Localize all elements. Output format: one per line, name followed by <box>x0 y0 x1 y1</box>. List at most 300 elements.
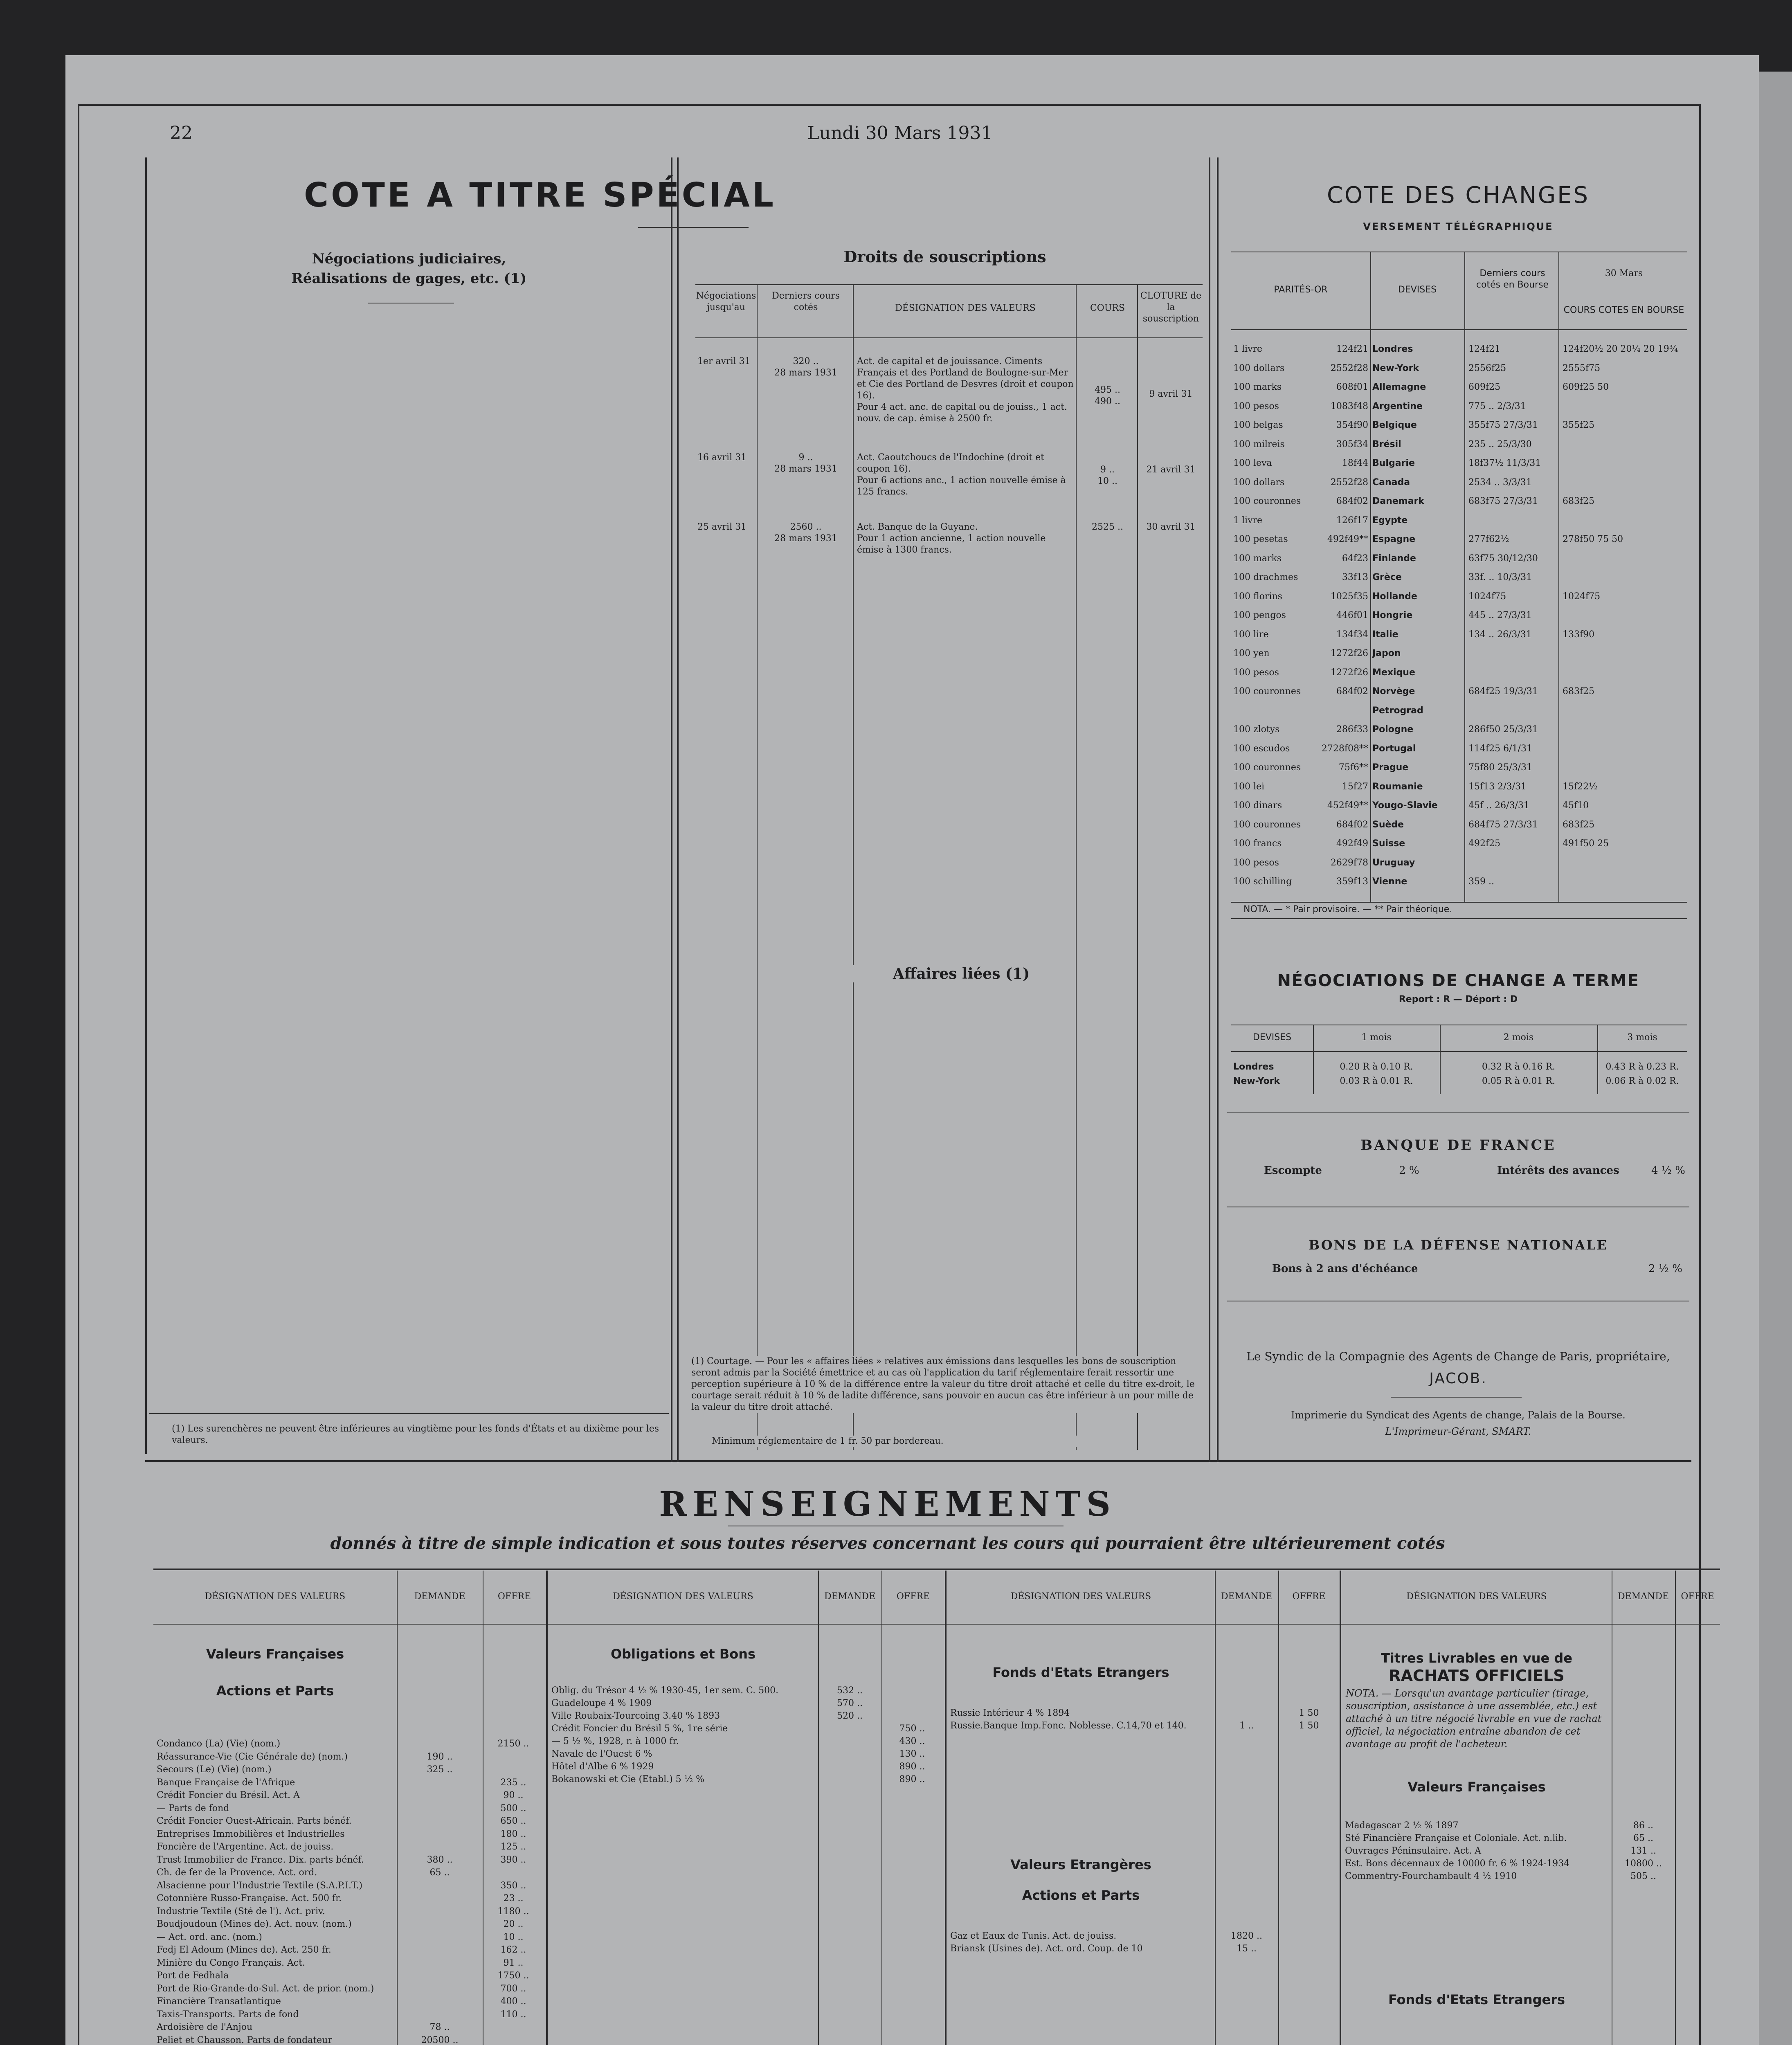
changes-parite-unit: 100 couronnes <box>1233 819 1301 830</box>
changes-dernier-cours: 33f. .. 10/3/31 <box>1468 572 1532 582</box>
changes-parite-unit: 100 pengos <box>1233 610 1286 620</box>
col4-heading1: Titres Livrables en vue de <box>1381 1650 1572 1666</box>
adjacent-page-edge <box>1759 72 1792 2045</box>
col4-nota: NOTA. — Lorsqu'un avantage particulier (tirage, souscription, assistance à une assemblée, etc.) est attaché à un titre négocié livrable en vue de rachat officiel, la négociation entraîne abandon de cet avantage au profit de l'acheteur. <box>1346 1688 1602 1750</box>
valeur-offre: 650 .. <box>500 1816 526 1826</box>
rule <box>1227 1112 1689 1113</box>
subtitle-1: Négociations judiciaires, <box>312 251 506 267</box>
page-number: 22 <box>170 123 193 144</box>
changes-parite-value: 15f27 <box>1342 781 1368 792</box>
terme-value: 0.43 R à 0.23 R. <box>1605 1062 1679 1072</box>
rule <box>1391 1397 1522 1398</box>
changes-parite-value: 2552f28 <box>1330 477 1368 488</box>
valeur-designation: Briansk (Usines de). Act. ord. Coup. de 10 <box>950 1944 1143 1954</box>
valeur-demande: 131 .. <box>1630 1846 1656 1856</box>
valeur-offre: 1 50 <box>1299 1721 1319 1731</box>
changes-parite-value: 1083f48 <box>1330 401 1368 411</box>
changes-parite-value: 33f13 <box>1342 572 1368 582</box>
valeur-demande: 1 .. <box>1239 1721 1254 1731</box>
terme-title: NÉGOCIATIONS DE CHANGE A TERME <box>1277 971 1639 990</box>
changes-parite-unit: 100 pesos <box>1233 857 1279 868</box>
changes-parite-value: 684f02 <box>1336 819 1368 830</box>
changes-subtitle: VERSEMENT TÉLÉGRAPHIQUE <box>1363 221 1554 232</box>
changes-dernier-cours: 2556f25 <box>1468 363 1506 373</box>
syndic-line2: Imprimerie du Syndicat des Agents de change, Palais de la Bourse. <box>1291 1409 1626 1421</box>
valeur-designation: Hôtel d'Albe 6 % 1929 <box>551 1762 654 1772</box>
changes-devise-name: Japon <box>1372 648 1401 658</box>
changes-devise-name: Londres <box>1372 344 1413 354</box>
changes-parite-value: 492f49** <box>1327 534 1368 544</box>
changes-parite-value: 134f34 <box>1336 629 1368 640</box>
syndic-line1: Le Syndic de la Compagnie des Agents de Change de Paris, propriétaire, <box>1246 1350 1670 1363</box>
changes-nota: NOTA. — * Pair provisoire. — ** Pair théorique. <box>1243 904 1452 915</box>
valeur-offre: 23 .. <box>503 1893 524 1903</box>
changes-devise-name: Suède <box>1372 819 1404 830</box>
valeur-demande: 190 .. <box>427 1751 453 1762</box>
title-rule <box>638 227 749 228</box>
changes-devise-name: Espagne <box>1372 534 1416 544</box>
valeur-designation: Ardoisière de l'Anjou <box>157 2022 253 2032</box>
rule <box>153 1569 1720 1570</box>
changes-dernier-cours: 45f .. 26/3/31 <box>1468 800 1529 811</box>
valeur-designation: Minière du Congo Français. Act. <box>157 1957 305 1968</box>
col4-heading3: Fonds d'Etats Etrangers <box>1388 1992 1565 2007</box>
terme-value: 0.03 R à 0.01 R. <box>1340 1076 1413 1086</box>
valeur-designation: Trust Immobilier de France. Dix. parts bénéf. <box>157 1854 364 1865</box>
valeur-designation: Russie Intérieur 4 % 1894 <box>950 1708 1070 1718</box>
valeur-designation: Ville Roubaix-Tourcoing 3.40 % 1893 <box>551 1711 720 1721</box>
valeur-designation: Financière Transatlantique <box>157 1996 281 2007</box>
changes-cours-cote: 124f20½ 20 20¼ 20 19¾ <box>1563 344 1678 354</box>
terme-value: 0.05 R à 0.01 R. <box>1482 1076 1556 1086</box>
valeur-offre: 890 .. <box>899 1762 925 1772</box>
changes-parite-value: 124f21 <box>1336 344 1368 354</box>
valeur-designation: Commentry-Fourchambault 4 ½ 1910 <box>1345 1871 1517 1881</box>
changes-dernier-cours: 114f25 6/1/31 <box>1468 743 1532 754</box>
changes-dernier-cours: 124f21 <box>1468 344 1501 354</box>
changes-dernier-cours: 286f50 25/3/31 <box>1468 724 1538 735</box>
valeur-offre: 10 .. <box>503 1932 524 1942</box>
changes-parite-value: 305f34 <box>1336 439 1368 449</box>
changes-cours-cote: 278f50 75 50 <box>1563 534 1623 544</box>
valeur-offre: 162 .. <box>500 1945 526 1955</box>
changes-cours-cote: 491f50 25 <box>1563 838 1609 849</box>
col-header-negociations: Négociations jusqu'au <box>696 291 756 312</box>
changes-parite-unit: 100 francs <box>1233 838 1282 849</box>
changes-dernier-cours: 492f25 <box>1468 838 1501 849</box>
valeur-designation: Sté Financière Française et Coloniale. Act. n.lib. <box>1345 1833 1567 1843</box>
valeur-offre: 180 .. <box>500 1829 526 1839</box>
changes-cours-cote: 355f25 <box>1563 420 1595 430</box>
changes-cours-cote: 1024f75 <box>1563 591 1601 602</box>
bons-label: Bons à 2 ans d'échéance <box>1272 1263 1418 1275</box>
changes-parite-value: 1025f35 <box>1330 591 1368 602</box>
changes-parite-value: 492f49 <box>1336 838 1368 849</box>
valeur-designation: Russie.Banque Imp.Fonc. Noblesse. C.14,70 et 140. <box>950 1721 1187 1731</box>
changes-cours-cote: 45f10 <box>1563 800 1589 811</box>
terme-devise: Londres <box>1233 1062 1274 1072</box>
minimum-note: Minimum réglementaire de 1 fr. 50 par bordereau. <box>712 1436 1121 1447</box>
valeur-designation: Secours (Le) (Vie) (nom.) <box>157 1764 272 1775</box>
changes-parite-value: 452f49** <box>1327 800 1368 811</box>
terme-value: 0.20 R à 0.10 R. <box>1340 1062 1413 1072</box>
col3-header-demande: DEMANDE <box>1221 1591 1273 1602</box>
valeur-offre: 700 .. <box>500 1983 526 1994</box>
valeur-demande: 20500 .. <box>421 2035 459 2045</box>
valeur-designation: Crédit Foncier du Brésil 5 %, 1re série <box>551 1724 728 1734</box>
col-header-cours: COURS <box>1090 303 1125 313</box>
changes-parite-value: 359f13 <box>1336 876 1368 887</box>
changes-parite-unit: 100 pesetas <box>1233 534 1288 544</box>
changes-parite-unit: 100 couronnes <box>1233 686 1301 697</box>
col-header-devises: DEVISES <box>1398 285 1437 295</box>
changes-devise-name: Italie <box>1372 629 1399 640</box>
changes-parite-unit: 100 pesos <box>1233 667 1279 678</box>
col4-header-designation: DÉSIGNATION DES VALEURS <box>1406 1591 1547 1602</box>
valeur-offre: 500 .. <box>500 1803 526 1814</box>
valeur-designation: Port de Fedhala <box>157 1971 229 1981</box>
changes-parite-unit: 100 pesos <box>1233 401 1279 411</box>
col2-header-demande: DEMANDE <box>824 1591 876 1602</box>
changes-parite-unit: 100 dollars <box>1233 363 1285 373</box>
col1-heading: Valeurs Françaises <box>206 1646 344 1662</box>
valeur-demande: 570 .. <box>837 1698 863 1708</box>
col-header-date: 30 Mars <box>1605 268 1643 279</box>
changes-dernier-cours: 355f75 27/3/31 <box>1468 420 1538 430</box>
renseignements-title: RENSEIGNEMENTS <box>659 1485 1116 1524</box>
changes-cours-cote: 683f25 <box>1563 686 1595 697</box>
valeur-designation: Cotonnière Russo-Française. Act. 500 fr. <box>157 1893 342 1903</box>
changes-devise-name: Suisse <box>1372 838 1405 849</box>
col-header-designation: DÉSIGNATION DES VALEURS <box>895 303 1036 313</box>
bons-title: BONS DE LA DÉFENSE NATIONALE <box>1309 1237 1608 1253</box>
changes-parite-value: 684f02 <box>1336 496 1368 506</box>
changes-parite-value: 684f02 <box>1336 686 1368 697</box>
col-header-derniers-cours: Derniers cours cotés <box>772 291 840 312</box>
changes-parite-value: 1272f26 <box>1330 667 1368 678</box>
valeur-offre: 890 .. <box>899 1774 925 1784</box>
changes-dernier-cours: 277f62½ <box>1468 534 1509 544</box>
changes-devise-name: Mexique <box>1372 667 1415 678</box>
droit-row-date: 25 avril 31 <box>697 522 747 532</box>
terme-table <box>1231 1025 1687 1094</box>
changes-cours-cote: 609f25 50 <box>1563 382 1609 392</box>
valeur-demande: 65 .. <box>1633 1833 1653 1843</box>
changes-parite-value: 446f01 <box>1336 610 1368 620</box>
escompte-value: 2 % <box>1399 1164 1419 1177</box>
valeur-designation: Fedj El Adoum (Mines de). Act. 250 fr. <box>157 1945 331 1955</box>
valeur-designation: Condanco (La) (Vie) (nom.) <box>157 1739 281 1749</box>
terme-header-1mois: 1 mois <box>1361 1032 1392 1043</box>
valeur-designation: Bokanowski et Cie (Etabl.) 5 ½ % <box>551 1774 704 1784</box>
changes-devise-name: Allemagne <box>1372 382 1426 392</box>
valeur-designation: Port de Rio-Grande-do-Sul. Act. de prior. (nom.) <box>157 1983 374 1994</box>
valeur-designation: Crédit Foncier Ouest-Africain. Parts bénéf. <box>157 1816 352 1826</box>
valeur-designation: Industrie Textile (Sté de l'). Act. priv. <box>157 1906 325 1917</box>
changes-dernier-cours: 235 .. 25/3/30 <box>1468 439 1532 449</box>
changes-parite-unit: 100 couronnes <box>1233 762 1301 773</box>
changes-parite-value: 2629f78 <box>1330 857 1368 868</box>
col1-header-designation: DÉSIGNATION DES VALEURS <box>205 1591 346 1602</box>
changes-dernier-cours: 445 .. 27/3/31 <box>1468 610 1532 620</box>
col3-heading2: Valeurs Etrangères <box>1010 1857 1151 1872</box>
renseignements-subtitle: donnés à titre de simple indication et sous toutes réserves concernant les cours qui pourraient être ultérieurement cotés <box>330 1534 1445 1553</box>
valeur-designation: Crédit Foncier du Brésil. Act. A <box>157 1790 300 1800</box>
changes-parite-unit: 100 belgas <box>1233 420 1283 430</box>
changes-cours-cote: 15f22½ <box>1563 781 1598 792</box>
cote-titre-title: COTE A TITRE SPÉCIAL <box>304 176 776 215</box>
valeur-offre: 390 .. <box>500 1854 526 1865</box>
frame-inner-left <box>145 157 147 1454</box>
valeur-designation: — 5 ½ %, 1928, r. à 1000 fr. <box>551 1736 679 1746</box>
syndic-name: JACOB. <box>1429 1370 1487 1387</box>
changes-parite-value: 1272f26 <box>1330 648 1368 658</box>
changes-cours-cote: 133f90 <box>1563 629 1595 640</box>
valeur-designation: Taxis-Transports. Parts de fond <box>157 2009 299 2020</box>
terme-value: 0.32 R à 0.16 R. <box>1482 1062 1556 1072</box>
droit-row-designation: Act. de capital et de jouissance. Ciments Français et des Portland de Boulogne-sur-Mer et Cie des Portland de Desvres (droit et coupon 16). Pour 4 act. anc. de capital ou de jouiss., 1 act. nouv. de cap. émise à 2500 fr. <box>857 356 1074 424</box>
changes-devise-name: Uruguay <box>1372 857 1415 868</box>
droit-row-date: 1er avril 31 <box>697 356 751 366</box>
valeur-designation: Réassurance-Vie (Cie Générale de) (nom.) <box>157 1751 348 1762</box>
changes-parite-value: 354f90 <box>1336 420 1368 430</box>
syndic-line3: L'Imprimeur-Gérant, SMART. <box>1385 1426 1531 1437</box>
footnote: (1) Les surenchères ne peuvent être inférieures au vingtième pour les fonds d'États et au dixième pour les valeurs. <box>172 1424 659 1445</box>
bons-value: 2 ½ % <box>1648 1263 1682 1275</box>
changes-devise-name: Yougo-Slavie <box>1372 800 1438 811</box>
droits-table <box>695 284 1203 1450</box>
valeur-offre: 235 .. <box>500 1777 526 1788</box>
changes-devise-name: Egypte <box>1372 515 1408 526</box>
avances-row <box>1497 1164 1693 1178</box>
changes-devise-name: Argentine <box>1372 401 1423 411</box>
valeur-designation: Madagascar 2 ½ % 1897 <box>1345 1820 1459 1831</box>
valeur-designation: — Act. ord. anc. (nom.) <box>157 1932 262 1942</box>
changes-dernier-cours: 2534 .. 3/3/31 <box>1468 477 1532 488</box>
changes-devise-name: Prague <box>1372 762 1409 773</box>
renseignements-grid <box>153 1571 1720 2045</box>
valeur-offre: 125 .. <box>500 1842 526 1852</box>
changes-devise-name: Grèce <box>1372 572 1402 582</box>
changes-parite-unit: 100 milreis <box>1233 439 1285 449</box>
valeur-offre: 1180 .. <box>497 1906 529 1917</box>
droit-row-prix: 9 .. 10 .. <box>1097 465 1117 486</box>
valeur-designation: Boudjoudoun (Mines de). Act. nouv. (nom.) <box>157 1919 352 1929</box>
changes-parite-unit: 100 marks <box>1233 553 1282 564</box>
changes-dernier-cours: 63f75 30/12/30 <box>1468 553 1538 564</box>
changes-devise-name: Norvège <box>1372 686 1415 697</box>
droit-row-date: 16 avril 31 <box>697 452 747 463</box>
valeur-designation: — Parts de fond <box>157 1803 229 1814</box>
changes-parite-unit: 100 couronnes <box>1233 496 1301 506</box>
changes-devise-name: Vienne <box>1372 876 1408 887</box>
droit-row-cours: 2560 .. 28 mars 1931 <box>774 522 837 544</box>
valeur-designation: Ouvrages Péninsulaire. Act. A <box>1345 1846 1481 1856</box>
changes-parite-unit: 100 yen <box>1233 648 1270 658</box>
changes-devise-name: Finlande <box>1372 553 1416 564</box>
valeur-designation: Navale de l'Ouest 6 % <box>551 1749 652 1759</box>
droit-row-prix: 495 .. 490 .. <box>1095 385 1120 407</box>
changes-parite-unit: 100 lei <box>1233 781 1265 792</box>
valeur-designation: Guadeloupe 4 % 1909 <box>551 1698 652 1708</box>
col-header-cloture: CLOTURE de la souscription <box>1140 291 1202 324</box>
valeur-designation: Ch. de fer de la Provence. Act. ord. <box>157 1867 317 1878</box>
valeur-demande: 78 .. <box>429 2022 450 2032</box>
valeur-demande: 10800 .. <box>1625 1858 1662 1869</box>
valeur-demande: 520 .. <box>837 1711 863 1721</box>
changes-parite-value: 2728f08** <box>1321 743 1368 754</box>
droit-row-cours: 320 .. 28 mars 1931 <box>774 356 837 378</box>
col3-heading1: Fonds d'Etats Etrangers <box>992 1665 1169 1680</box>
terme-header-devises: DEVISES <box>1252 1032 1292 1043</box>
changes-parite-value: 126f17 <box>1336 515 1368 526</box>
col3-subheading2: Actions et Parts <box>1022 1888 1140 1903</box>
changes-parite-unit: 100 dinars <box>1233 800 1282 811</box>
changes-parite-value: 608f01 <box>1336 382 1368 392</box>
col4-header-demande: DEMANDE <box>1617 1591 1669 1602</box>
changes-dernier-cours: 609f25 <box>1468 382 1501 392</box>
col2-heading: Obligations et Bons <box>610 1646 756 1662</box>
changes-parite-value: 18f44 <box>1342 458 1368 468</box>
changes-devise-name: Hollande <box>1372 591 1417 602</box>
footnote-rule <box>149 1413 669 1414</box>
changes-devise-name: Canada <box>1372 477 1410 488</box>
valeur-designation: Entreprises Immobilières et Industrielles <box>157 1829 345 1839</box>
changes-title: COTE DES CHANGES <box>1327 182 1590 209</box>
col1-subheading: Actions et Parts <box>216 1683 334 1699</box>
changes-devise-name: New-York <box>1372 363 1419 373</box>
changes-parite-unit: 100 florins <box>1233 591 1282 602</box>
valeur-designation: Alsacienne pour l'Industrie Textile (S.A.P.I.T.) <box>157 1880 363 1891</box>
col-header-cours-cotes: COURS COTES EN BOURSE <box>1563 305 1684 315</box>
page-date: Lundi 30 Mars 1931 <box>807 123 993 144</box>
changes-parite-unit: 100 dollars <box>1233 477 1285 488</box>
col4-header-offre: OFFRE <box>1681 1591 1714 1602</box>
changes-dernier-cours: 775 .. 2/3/31 <box>1468 401 1526 411</box>
changes-cours-cote: 2555f75 <box>1563 363 1601 373</box>
section-divider <box>145 1460 1691 1462</box>
valeur-designation: Foncière de l'Argentine. Act. de jouiss. <box>157 1842 334 1852</box>
valeur-designation: Est. Bons décennaux de 10000 fr. 6 % 1924-1934 <box>1345 1858 1570 1869</box>
changes-parite-unit: 100 leva <box>1233 458 1272 468</box>
changes-parite-unit: 1 livre <box>1233 515 1263 526</box>
subtitle-2: Réalisations de gages, etc. (1) <box>291 270 527 287</box>
changes-parite-unit: 100 lire <box>1233 629 1269 640</box>
changes-devise-name: Brésil <box>1372 439 1401 449</box>
valeur-demande: 1820 .. <box>1231 1931 1262 1941</box>
col1-header-demande: DEMANDE <box>414 1591 465 1602</box>
divider-left-2 <box>677 157 679 1462</box>
divider-right <box>1209 157 1210 1462</box>
affaires-liees-title: Affaires liées (1) <box>851 965 1072 982</box>
changes-parite-unit: 100 marks <box>1233 382 1282 392</box>
terme-devise: New-York <box>1233 1076 1280 1086</box>
changes-devise-name: Bulgarie <box>1372 458 1415 468</box>
courtage-note: (1) Courtage. — Pour les « affaires liées » relatives aux émissions dans lesquelles les bons de souscription seront admis par la Société émettrice et au cas où l'application du tarif réglementaire ferait ressortir une perception supérieure à 10 % de la différence entre la valeur du titre droit attaché et celle du titre ex-droit, le courtage serait réduit à 10 % de ladite différence, sans pouvoir en aucun cas être inférieur à un pour mille de la valeur du titre droit attaché. <box>691 1356 1203 1413</box>
divider-left <box>671 157 672 1462</box>
droit-row-cloture: 9 avril 31 <box>1149 389 1193 399</box>
col2-header-designation: DÉSIGNATION DES VALEURS <box>613 1591 753 1602</box>
col-header-parites: PARITÉS-OR <box>1274 285 1328 295</box>
changes-devise-name: Roumanie <box>1372 781 1423 792</box>
valeur-offre: 130 .. <box>899 1749 925 1759</box>
col-header-derniers: Derniers cours cotés en Bourse <box>1476 268 1549 290</box>
changes-dernier-cours: 18f37½ 11/3/31 <box>1468 458 1541 468</box>
changes-parite-unit: 100 drachmes <box>1233 572 1298 582</box>
changes-parite-value: 64f23 <box>1342 553 1368 564</box>
valeur-demande: 325 .. <box>427 1764 453 1775</box>
changes-devise-name: Portugal <box>1372 743 1416 754</box>
valeur-demande: 380 .. <box>427 1854 453 1865</box>
col4-heading1b: RACHATS OFFICIELS <box>1389 1667 1565 1685</box>
valeur-offre: 750 .. <box>899 1724 925 1734</box>
valeur-designation: Peliet et Chausson. Parts de fondateur <box>157 2035 332 2045</box>
changes-devise-name: Petrograd <box>1372 705 1423 716</box>
changes-dernier-cours: 15f13 2/3/31 <box>1468 781 1527 792</box>
valeur-offre: 91 .. <box>503 1957 524 1968</box>
droit-row-prix: 2525 .. <box>1092 522 1123 532</box>
droit-row-cours: 9 .. 28 mars 1931 <box>774 452 837 474</box>
escompte-label: Escompte <box>1264 1164 1322 1177</box>
valeur-demande: 86 .. <box>1633 1820 1653 1831</box>
valeur-designation: Oblig. du Trésor 4 ½ % 1930-45, 1er sem. C. 500. <box>551 1685 779 1696</box>
avances-value: 4 ½ % <box>1651 1164 1685 1177</box>
terme-header-2mois: 2 mois <box>1503 1032 1534 1043</box>
col3-header-designation: DÉSIGNATION DES VALEURS <box>1010 1591 1151 1602</box>
changes-table <box>1231 252 1687 945</box>
valeur-demande: 532 .. <box>837 1685 863 1696</box>
changes-dernier-cours: 684f75 27/3/31 <box>1468 819 1538 830</box>
valeur-designation: Banque Française de l'Afrique <box>157 1777 295 1788</box>
valeur-demande: 15 .. <box>1237 1944 1257 1954</box>
valeur-offre: 90 .. <box>503 1790 524 1800</box>
droit-row-designation: Act. Banque de la Guyane. Pour 1 action ancienne, 1 action nouvelle émise à 1300 francs. <box>857 522 1046 555</box>
divider-right-2 <box>1217 157 1219 1462</box>
droit-row-cloture: 30 avril 31 <box>1146 522 1196 532</box>
changes-dernier-cours: 684f25 19/3/31 <box>1468 686 1538 697</box>
changes-dernier-cours: 134 .. 26/3/31 <box>1468 629 1532 640</box>
changes-dernier-cours: 1024f75 <box>1468 591 1506 602</box>
changes-parite-unit: 100 zlotys <box>1233 724 1280 735</box>
changes-cours-cote: 683f25 <box>1563 496 1595 506</box>
changes-devise-name: Danemark <box>1372 496 1424 506</box>
droits-title: Droits de souscriptions <box>843 247 1046 266</box>
changes-parite-value: 75f6** <box>1338 762 1368 773</box>
valeur-offre: 400 .. <box>500 1996 526 2007</box>
col2-header-offre: OFFRE <box>896 1591 930 1602</box>
changes-dernier-cours: 75f80 25/3/31 <box>1468 762 1532 773</box>
escompte-row <box>1264 1164 1468 1178</box>
valeur-designation: Gaz et Eaux de Tunis. Act. de jouiss. <box>950 1931 1117 1941</box>
terme-value: 0.06 R à 0.02 R. <box>1605 1076 1679 1086</box>
valeur-offre: 1 50 <box>1299 1708 1319 1718</box>
valeur-demande: 505 .. <box>1630 1871 1656 1881</box>
terme-subtitle: Report : R — Déport : D <box>1399 994 1518 1005</box>
changes-parite-unit: 100 schilling <box>1233 876 1292 887</box>
valeur-offre: 430 .. <box>899 1736 925 1746</box>
valeur-offre: 110 .. <box>500 2009 526 2020</box>
changes-parite-value: 2552f28 <box>1330 363 1368 373</box>
changes-devise-name: Hongrie <box>1372 610 1413 620</box>
changes-parite-value: 286f33 <box>1336 724 1368 735</box>
valeur-offre: 20 .. <box>503 1919 524 1929</box>
col1-header-offre: OFFRE <box>497 1591 531 1602</box>
changes-dernier-cours: 683f75 27/3/31 <box>1468 496 1538 506</box>
changes-devise-name: Belgique <box>1372 420 1417 430</box>
droit-row-cloture: 21 avril 31 <box>1146 465 1196 475</box>
changes-dernier-cours: 359 .. <box>1468 876 1494 887</box>
valeur-offre: 2150 .. <box>497 1739 529 1749</box>
